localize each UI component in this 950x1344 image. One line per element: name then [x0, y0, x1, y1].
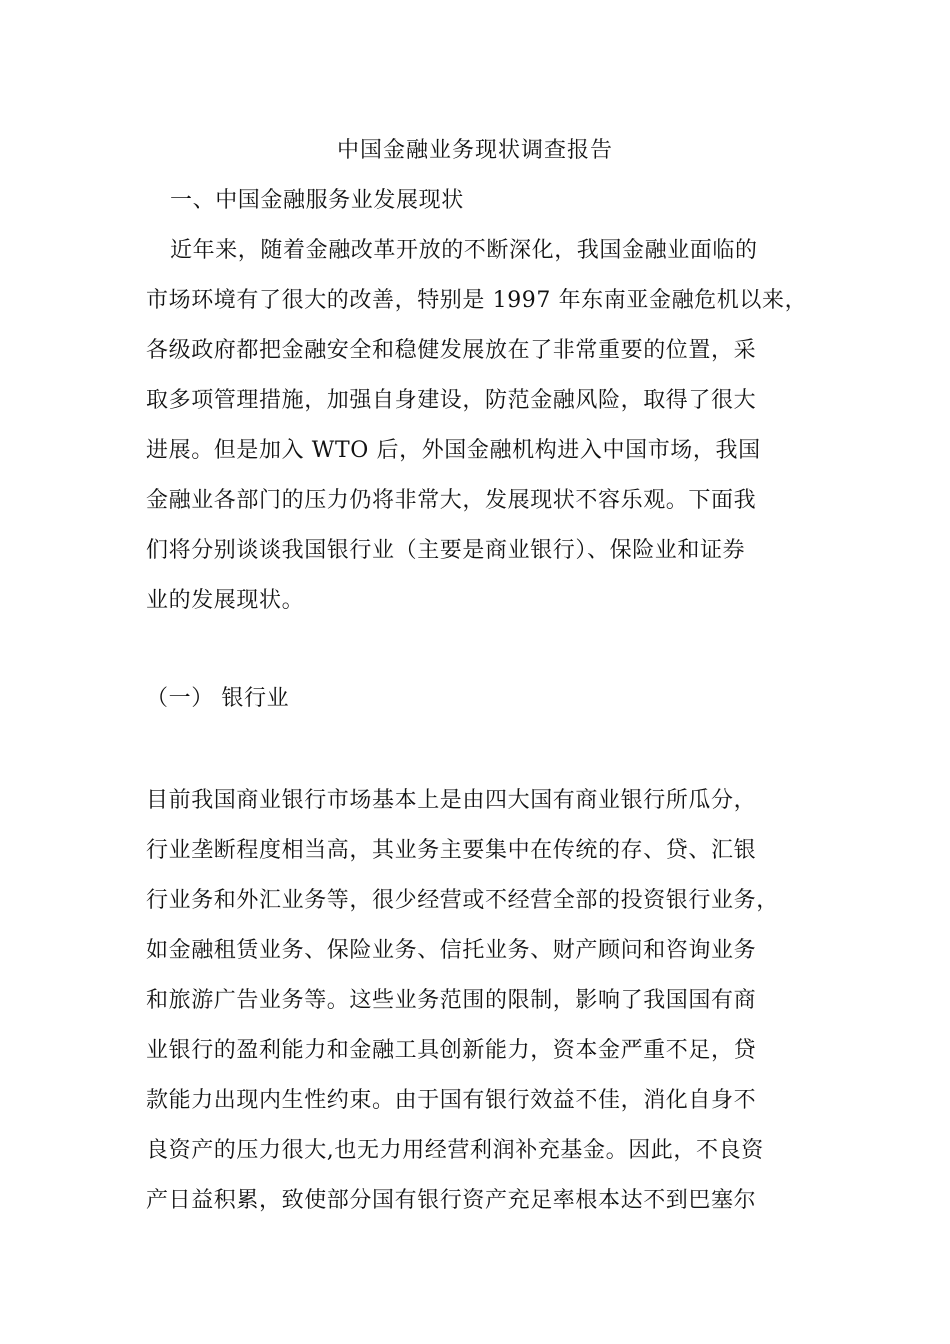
subsection-heading: （一） 银行业	[146, 686, 290, 711]
paragraph-line: 款能力出现内生性约束。由于国有银行效益不佳，消化自身不	[146, 1088, 757, 1113]
paragraph-line: 们将分别谈谈我国银行业（主要是商业银行）、保险业和证券	[146, 538, 746, 563]
paragraph-line: 行业垄断程度相当高，其业务主要集中在传统的存、贷、汇银	[146, 838, 757, 863]
paragraph-line: 业银行的盈利能力和金融工具创新能力，资本金严重不足，贷	[146, 1038, 757, 1063]
paragraph-line: 如金融租赁业务、保险业务、信托业务、财产顾问和咨询业务	[146, 938, 757, 963]
paragraph-line: 目前我国商业银行市场基本上是由四大国有商业银行所瓜分，	[146, 788, 757, 813]
paragraph-line: 行业务和外汇业务等，很少经营或不经营全部的投资银行业务，	[146, 888, 779, 913]
paragraph-line: 金融业各部门的压力仍将非常大，发展现状不容乐观。下面我	[146, 488, 757, 513]
section-heading: 一、中国金融服务业发展现状	[170, 188, 464, 213]
paragraph-line: 产日益积累，致使部分国有银行资产充足率根本达不到巴塞尔	[146, 1188, 757, 1213]
paragraph-line: 各级政府都把金融安全和稳健发展放在了非常重要的位置，采	[146, 338, 757, 363]
paragraph-line: 和旅游广告业务等。这些业务范围的限制，影响了我国国有商	[146, 988, 757, 1013]
paragraph-line: 进展。但是加入 WTO 后，外国金融机构进入中国市场，我国	[146, 438, 761, 463]
paragraph-line: 良资产的压力很大,也无力用经营利润补充基金。因此，不良资	[146, 1138, 764, 1163]
paragraph-line: 取多项管理措施，加强自身建设，防范金融风险，取得了很大	[146, 388, 757, 413]
paragraph-line: 近年来，随着金融改革开放的不断深化，我国金融业面临的	[170, 238, 758, 263]
document-title: 中国金融业务现状调查报告	[336, 138, 613, 163]
paragraph-line: 业的发展现状。	[146, 588, 305, 613]
paragraph-line: 市场环境有了很大的改善，特别是 1997 年东南亚金融危机以来，	[146, 288, 808, 313]
